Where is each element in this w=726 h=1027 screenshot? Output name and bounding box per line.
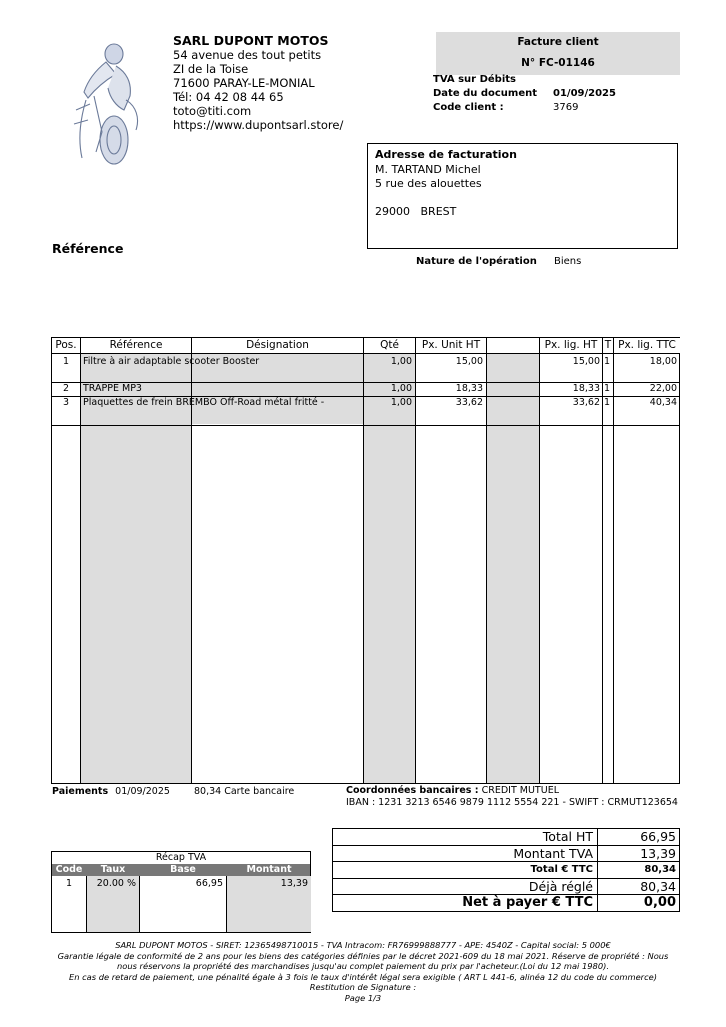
- header-designation: Désignation: [192, 338, 363, 354]
- net-to-pay: 0,00: [643, 895, 676, 910]
- item-designation: Plaquettes de frein BREMBO Off-Road métal fritté -: [83, 397, 325, 408]
- document-meta: [433, 73, 616, 115]
- header-tax-code: T: [603, 338, 613, 354]
- date-label: Date du document: [433, 88, 538, 99]
- company-address-1: 54 avenue des tout petits: [173, 48, 322, 62]
- tva-header-code: Code: [55, 864, 83, 875]
- header-empty: [487, 338, 539, 354]
- nature-label: Nature de l'opération: [416, 256, 537, 267]
- company-logo: [66, 40, 154, 168]
- paid-row: Déjà réglé 80,34: [333, 879, 679, 896]
- total-ttc: 80,34: [644, 864, 676, 875]
- billing-zip: 29000: [375, 204, 410, 218]
- client-code: 3769: [553, 102, 579, 113]
- bank-details: [346, 785, 678, 809]
- header-pos: Pos.: [52, 338, 80, 354]
- header-unit-price: Px. Unit HT: [416, 338, 486, 354]
- total-ttc-row: Total € TTC 80,34: [333, 862, 679, 879]
- line-items-table: [51, 337, 680, 784]
- tva-recap-title: Récap TVA: [52, 852, 310, 865]
- billing-name: M. TARTAND Michel: [375, 162, 481, 176]
- item-designation: Filtre à air adaptable scooter Booster: [83, 356, 260, 367]
- operation-nature: [416, 256, 581, 267]
- bank-label: Coordonnées bancaires :: [346, 785, 479, 796]
- document-number: N° FC-01146: [521, 57, 595, 69]
- total-tva: 13,39: [640, 845, 676, 861]
- page-number: Page 1/3: [344, 992, 382, 1003]
- tva-recap: Récap TVA Code Taux Base Montant 1 20.00 % 66,95 13,39: [51, 851, 311, 933]
- payments: [52, 786, 295, 797]
- header-line-ht: Px. lig. HT: [540, 338, 602, 354]
- tva-header-base: Base: [170, 864, 196, 875]
- table-row: 3 Plaquettes de frein BREMBO Off-Road métal fritté - 1,00 33,62 33,62 1 40,34: [52, 397, 679, 426]
- document-type: Facture client: [517, 36, 599, 48]
- tva-header-rate: Taux: [100, 864, 126, 875]
- billing-address: [367, 143, 678, 249]
- table-row: 1 Filtre à air adaptable scooter Booster 1,00 15,00 15,00 1 18,00: [52, 354, 679, 383]
- table-row: 2 TRAPPE MP3 1,00 18,33 18,33 1 22,00: [52, 383, 679, 397]
- nature-value: Biens: [554, 256, 582, 267]
- total-ht: 66,95: [640, 829, 676, 844]
- header-line-ttc: Px. lig. TTC: [614, 338, 680, 354]
- billing-city: BREST: [420, 204, 457, 218]
- total-ht-row: Total HT 66,95: [333, 829, 679, 846]
- total-tva-row: Montant TVA 13,39: [333, 846, 679, 863]
- payment-detail: 80,34 Carte bancaire: [194, 786, 295, 797]
- header-reference: Référence: [81, 338, 191, 354]
- legal-footer: SARL DUPONT MOTOS - SIRET: 12365498710015 - TVA Intracom: FR76999888777 - APE: 4540Z - Capital social: 5 000€ Garantie légale de conformité de 2 ans pour les biens des catégories définies par le décret 2021-609 du 18 mai 2021. Réserve de propriété : Nous nous réservons la propriété des marchandises jusqu'au complet paiement du prix par l'acheteur.(Loi du 12 mai 1980). En cas de retard de paiement, une pénalité égale à 3 fois le taux d'intérêt légal sera exigible ( ART L 441-6, alinéa 12 du code du commerce) Restitution de Signature : Page 1/3: [40, 940, 686, 1003]
- company-name: SARL DUPONT MOTOS: [173, 33, 329, 48]
- company-address-2: ZI de la Toise: [173, 62, 249, 76]
- tva-mode: TVA sur Débits: [433, 74, 516, 85]
- company-website: https://www.dupontsarl.store/: [173, 118, 344, 132]
- billing-title: Adresse de facturation: [375, 148, 517, 161]
- item-designation: TRAPPE MP3: [83, 383, 142, 394]
- bank-iban: IBAN : 1231 3213 6546 9879 1112 5554 221 - SWIFT : CRMUT123654: [346, 797, 678, 808]
- document-date: 01/09/2025: [553, 88, 616, 99]
- document-type-box: [436, 32, 680, 75]
- net-row: Net à payer € TTC 0,00: [462, 895, 676, 910]
- company-info: [173, 34, 343, 132]
- company-email: toto@titi.com: [173, 104, 252, 118]
- company-phone: Tél: 04 42 08 44 65: [173, 90, 284, 104]
- client-code-label: Code client :: [433, 102, 504, 113]
- bank-name: CREDIT MUTUEL: [481, 785, 559, 796]
- payment-date: 01/09/2025: [115, 786, 170, 797]
- company-city: 71600 PARAY-LE-MONIAL: [173, 76, 315, 90]
- reference-title: Référence: [52, 241, 124, 256]
- already-paid: 80,34: [640, 878, 676, 894]
- tva-header-amount: Montant: [246, 864, 292, 875]
- totals-table: [332, 828, 680, 912]
- header-qty: Qté: [364, 338, 415, 354]
- payments-label: Paiements: [52, 786, 109, 797]
- billing-street: 5 rue des alouettes: [375, 177, 482, 190]
